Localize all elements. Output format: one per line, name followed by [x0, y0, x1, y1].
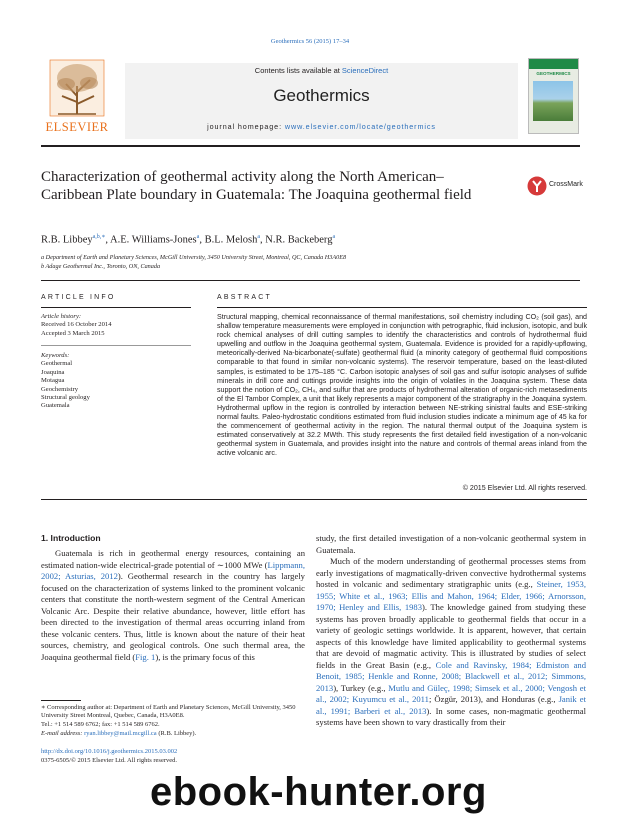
crossmark-icon [527, 175, 547, 197]
author-separator: , [260, 234, 266, 246]
header-rule [41, 145, 580, 147]
footnote-tel: Tel.: +1 514 589 6762; fax: +1 514 589 6762. [41, 721, 160, 728]
citation-link[interactable]: Janik et al., 1991; Barberi et al., 2013 [316, 694, 586, 716]
footnote-email [41, 730, 305, 738]
paragraph-text: ). The knowledge gained from studying these systems has proven broadly applicable to geothermal fields that occur in a variety of geologic settings worldwide. It is apparent, however, that certain aspects of this knowledge have limited applicability to geothermal systems that are devoid of magmatic activity. This is illustrated by studies of select fields in the Great Basin (e.g., [316, 602, 586, 670]
author-name[interactable]: A.E. Williams-Jones [110, 234, 197, 246]
keyword: Structural geology [41, 394, 90, 402]
history-label: Article history: [41, 313, 82, 320]
journal-reference[interactable]: Geothermics 56 (2015) 17–34 [270, 38, 350, 45]
citation-link[interactable]: Cole and Ravinsky, 1984; Edmiston and Benoit, 1985; Henkle and Ronne, 2008; Blackwell et al., 2012; Simmons, 2013 [316, 659, 586, 693]
abstract-text: Structural mapping, chemical reconnaissance of thermal manifestations, soil chemistry including CO₂ (soil gas), and shallow temperature measurements were employed in conjunction with petrographic, fluid inclusion, isotopic, and bulk rock chemical analyses of drill cutting samples to identify the characteristics and controls of hydrothermal fluid upwelling and outflow in the Joaquina geothermal system, Guatemala. Evidence is provided for a rapidly-upflowing, meteorically-derived Na-bicarbonate(-sulfate) geothermal fluid (a minority category of geothermal fluid compositions comparable to that found in similar non-volcanic systems). The reservoir temperature, based on the least-diluted samples, is estimated to be 175–185 °C. Carbon isotopic analyses of soil gas and sulfur isotopic analyses of sulfide minerals in drill core and cuttings provide insights into the origin of volatiles in the Joaquina system. These data support the notion of CO₂, CH₄, and sulfur that are products of hydrothermal alteration of organic-rich metasediments of the El Tambor Complex, a unit that likely represents a major component of the stratigraphy in the Joaquina system. Hydrothermal upflow in the region is controlled by interaction between NE-striking sinistral faults and ESE-striking normal faults. Paleo-hydrostatic conditions estimated from fluid inclusion studies indicate a minimum age of 45 ka for the commencement of geothermal activity in the region. The natural thermal output of the Joaquina system is estimated conservatively at 32.2 MWth. This study represents the first detailed field investigation of a non-volcanic geothermal system in Guatemala, and provides insight into the nature and controls of thermal areas inland from the active volcanic arc. [217, 313, 587, 458]
crossmark-badge[interactable] [527, 175, 585, 197]
citation-link[interactable]: Lippmann, 2002; Asturias, 2012 [41, 559, 305, 581]
keyword: Joaquina [41, 368, 65, 376]
article-info-heading: ARTICLE INFO [41, 294, 116, 301]
footnote-rule [41, 700, 81, 701]
citation-link[interactable]: Mutlu and Güleç, 1998; Simsek et al., 2000; Vengosh et al., 2002; Kuyumcu et al., 2011 [316, 682, 586, 704]
crossmark-label: CrossMark [549, 181, 583, 188]
homepage-link[interactable]: www.elsevier.com/locate/geothermics [284, 122, 436, 131]
affiliation-rule [41, 280, 580, 281]
affiliation-a: a Department of Earth and Planetary Sciences, McGill University, 3450 University Street, Montreal, QC, Canada H3A0E8 [41, 254, 347, 261]
cover-band [529, 59, 578, 69]
section-heading-introduction: 1. Introduction [41, 533, 101, 543]
paragraph-text: ), Turkey (e.g., [333, 682, 389, 693]
paragraph-text: Guatemala is rich in geothermal energy resources, containing an estimated nation-wide electrical-grade potential of ∼1000 MWe ( [41, 548, 305, 570]
contents-line [125, 66, 518, 75]
cover-landscape [533, 81, 573, 121]
keyword: Geochemistry [41, 385, 78, 393]
author-list [41, 233, 581, 246]
author-separator: , [199, 234, 205, 246]
sciencedirect-link[interactable]: ScienceDirect [341, 66, 389, 75]
abstract-heading: ABSTRACT [217, 294, 272, 301]
elsevier-wordmark: ELSEVIER [45, 120, 109, 134]
affiliation-b: b Adage Geothermal Inc., Toronto, ON, Canada [41, 263, 161, 270]
homepage-prefix: journal homepage: [207, 122, 285, 131]
keyword: Geothermal [41, 360, 73, 368]
keyword: Motagua [41, 377, 65, 385]
journal-homepage [125, 122, 518, 131]
cover-title: GEOTHERMICS [536, 71, 571, 76]
author-affiliation-marker[interactable]: a,b,∗ [92, 234, 106, 240]
figure-link[interactable]: Fig. 1 [135, 651, 156, 662]
journal-title: Geothermics [273, 86, 370, 105]
watermark-text: ebook-hunter.org [150, 770, 487, 814]
keyword: Guatemala [41, 402, 70, 410]
contents-prefix: Contents lists available at [254, 66, 342, 75]
article-title: Characterization of geothermal activity along the North American–Caribbean Plate boundary in Guatemala: The Joaquina geothermal field [41, 169, 472, 203]
doi-link[interactable]: http://dx.doi.org/10.1016/j.geothermics.2015.03.002 [41, 748, 178, 755]
author-name[interactable]: R.B. Libbey [41, 234, 93, 246]
issn-line: 0375-6505/© 2015 Elsevier Ltd. All rights reserved. [41, 757, 177, 764]
body-column-left [41, 548, 305, 663]
paragraph-text: Much of the modern understanding of geothermal processes stems from early investigations of magmatically-driven convective hydrothermal systems hosted in volcanic and sedimentary stratigraphic units (e.g., [316, 556, 586, 589]
paragraph-text: ). Geothermal research in the country has largely focused on the characterization of systems linked to the prominent volcanic centers that constitute the north-western segment of the Central American Volcanic Arc. Despite their relative abundance, however, little effort has been directed to the investigation of thermal areas occurring inland from these volcanic centers. Thus, little is known about the nature of their heat sources, chemistry, and geological controls. One such thermal area, the Joaquina geothermal field ( [41, 571, 305, 662]
citation-link[interactable]: Steiner, 1953, 1955; White et al., 1963; Ellis and Mahon, 1964; Elder, 1966; Arnorsson, 1970; Henley and Ellis, 1983 [316, 579, 586, 612]
author-affiliation-marker[interactable]: a [196, 234, 200, 240]
paragraph-text: ). In some cases, non-magmatic geothermal systems have been shown to vary drastically from their [316, 705, 586, 727]
author-separator: , [105, 234, 111, 246]
email-suffix: (R.B. Libbey). [156, 730, 197, 737]
email-label: E-mail address: [41, 730, 85, 737]
abstract-rule [217, 307, 587, 308]
article-info-rule [41, 307, 191, 308]
email-link[interactable]: ryan.libbey@mail.mcgill.ca [84, 730, 157, 737]
article-history [41, 313, 191, 338]
keywords-label: Keywords: [41, 352, 70, 359]
received-date: Received 16 October 2014 [41, 321, 112, 329]
journal-cover-image [528, 58, 579, 134]
accepted-date: Accepted 3 March 2015 [41, 329, 105, 337]
body-rule [41, 499, 587, 500]
history-rule [41, 345, 191, 346]
body-column-right [316, 533, 586, 729]
abstract-copyright: © 2015 Elsevier Ltd. All rights reserved. [462, 484, 587, 492]
author-affiliation-marker[interactable]: a [257, 234, 261, 240]
paragraph-text: ), is the primary focus of this [155, 651, 255, 662]
paragraph-text: ; Özgür, 2013), and Honduras (e.g., [428, 694, 559, 704]
author-affiliation-marker[interactable]: a [332, 234, 336, 240]
keywords-block [41, 352, 191, 411]
author-name[interactable]: B.L. Melosh [204, 234, 258, 246]
footnote-corresponding: ∗ Corresponding author at: Department of Earth and Planetary Sciences, McGill University, 3450 University Street Montreal, Quebec, Canada, H3A0E8. [41, 704, 296, 720]
paragraph-text: study, the first detailed investigation of a non-volcanic geothermal system in Guatemala. [316, 533, 586, 555]
author-name[interactable]: N.R. Backeberg [265, 234, 333, 246]
